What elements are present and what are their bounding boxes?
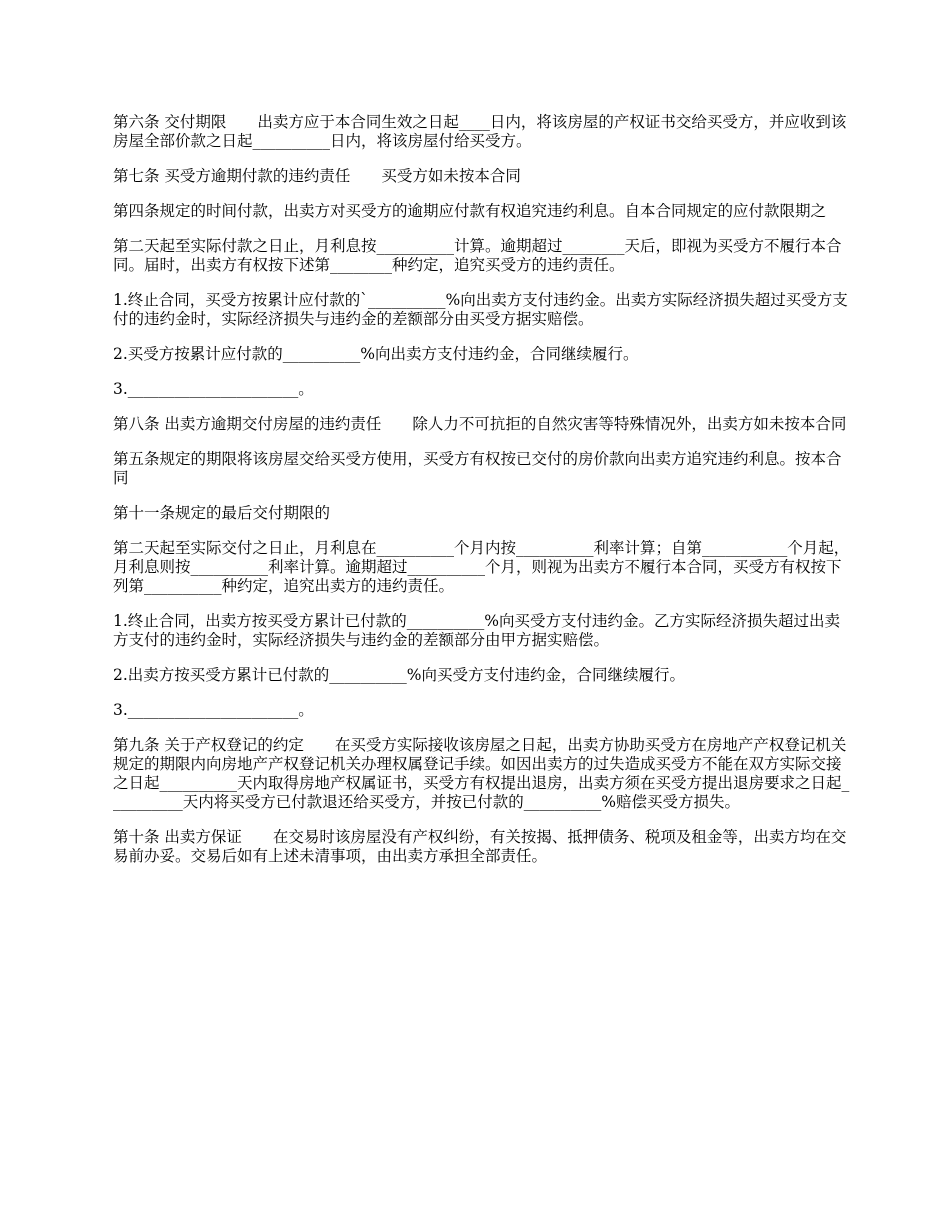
article-7-option-1: 1.终止合同，买受方按累计应付款的`__________%向出卖方支付违约金。出卖方实际经济损失超过买受方支付的违约金时，实际经济损失与违约金的差额部分由买受方据实赔偿。: [113, 291, 848, 328]
article-8-option-3: 3.______________________。: [113, 701, 314, 719]
article-8-heading: 第八条 出卖方逾期交付房屋的违约责任 除人力不可抗拒的自然灾害等特殊情况外，出卖方如未按本合同: [113, 415, 847, 433]
article-7-option-3: 3.______________________。: [113, 380, 314, 398]
article-10-seller-guarantee: 第十条 出卖方保证 在交易时该房屋没有产权纠纷，有关按揭、抵押债务、税项及租金等，出卖方均在交易前办妥。交易后如有上述未清事项，由出卖方承担全部责任。: [113, 828, 847, 865]
article-8-deadline-ref: 第十一条规定的最后交付期限的: [113, 504, 331, 522]
article-8-option-1: 1.终止合同，出卖方按买受方累计已付款的__________%向买受方支付违约金。乙方实际经济损失超过出卖方支付的违约金时，实际经济损失与违约金的差额部分由甲方据实赔偿。: [113, 612, 841, 649]
article-7-option-2: 2.买受方按累计应付款的__________%向出卖方支付违约金，合同继续履行。: [113, 345, 639, 363]
article-6-delivery-period: 第六条 交付期限 出卖方应于本合同生效之日起____日内，将该房屋的产权证书交给买受方，并应收到该房屋全部价款之日起__________日内，将该房屋付给买受方。: [113, 113, 847, 150]
article-8-overdue-clause: 第二天起至实际交付之日止，月利息在__________个月内按__________利率计算；自第___________个月起，月利息则按__________利率计算。逾期超过__________个月，则视为出卖方不履行本合同，买受方有权按下列第__________种约定，追究出卖方的违约责任。: [113, 539, 850, 595]
article-8-option-2: 2.出卖方按买受方累计已付款的__________%向买受方支付违约金，合同继续履行。: [113, 666, 686, 684]
article-7-heading: 第七条 买受方逾期付款的违约责任 买受方如未按本合同: [113, 167, 521, 185]
article-7-interest-clause: 第四条规定的时间付款，出卖方对买受方的逾期应付款有权追究违约利息。自本合同规定的应付款限期之: [113, 202, 827, 220]
article-8-interest-clause: 第五条规定的期限将该房屋交给买受方使用，买受方有权按已交付的房价款向出卖方追究违约利息。按本合同: [113, 450, 842, 487]
article-9-title-registration: 第九条 关于产权登记的约定 在买受方实际接收该房屋之日起，出卖方协助买受方在房地产产权登记机关规定的期限内向房地产产权登记机关办理权属登记手续。如因出卖方的过失造成买受方不能在双方实际交接之日起__________天内取得房地产权属证书，买受方有权提出退房，出卖方须在买受方提出退房要求之日起__________天内将买受方已付款退还给买受方，并按已付款的__________%赔偿买受方损失。: [113, 736, 850, 811]
document-page: [113, 113, 853, 882]
article-7-overdue-clause: 第二天起至实际付款之日止，月利息按__________计算。逾期超过________天后，即视为买受方不履行本合同。届时，出卖方有权按下述第________种约定，追究买受方的违约责任。: [113, 237, 842, 274]
